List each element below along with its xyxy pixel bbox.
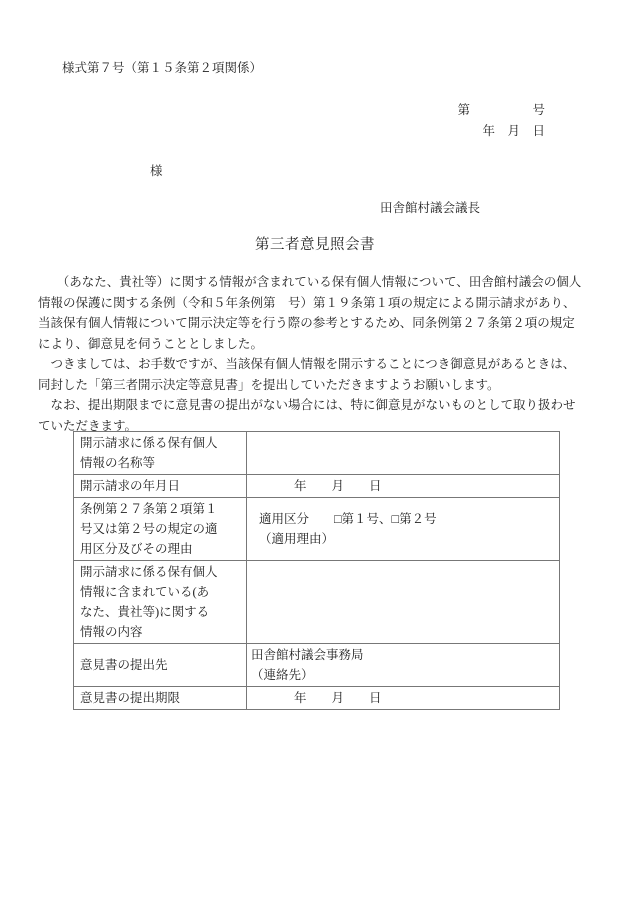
text-line: 号又は第２号の規定の適 [80,522,218,536]
row-value-cell [247,475,560,498]
row-value-cell [247,561,560,644]
text-line: 意見書の提出先 [80,658,168,672]
document-title: 第三者意見照会書 [255,237,375,253]
table-row-applicable-category [74,498,560,561]
table-row-request-date [74,475,560,498]
text-line: なお、提出期限までに意見書の提出がない場合には、特に御意見がないものとして取り扱わせ [38,398,576,412]
text-line: 開示請求に係る保有個人 [80,436,218,450]
table-row-held-info-name [74,432,560,475]
text-line: （適用理由） [259,532,335,546]
text-line: 田舎館村議会事務局 [251,648,364,662]
text-line: 情報の名称等 [80,456,156,470]
text-line: 情報に含まれている(あ [80,585,210,599]
row-label-cell [74,498,247,561]
row-label-cell [74,644,247,687]
doc-number-line: 第 号 [457,103,545,117]
text-line: つきましては、お手数ですが、当該保有個人情報を開示することにつき御意見があるときは、 [38,357,576,371]
text-line: 用区分及びその理由 [80,542,193,556]
row-label-cell [74,475,247,498]
table-body [74,432,560,710]
text-line: ていただきます。 [38,418,138,433]
sender-title: 田舎館村議会議長 [380,201,481,215]
row-label-cell [74,561,247,644]
row-value-cell [247,644,560,687]
text-line: 適用区分 □第１号、□第２号 [259,512,437,526]
text-line: 開示請求の年月日 [80,479,181,493]
table-row-submission-deadline [74,687,560,710]
text-line: 開示請求に係る保有個人 [80,565,218,579]
row-label-cell [74,432,247,475]
text-line: 意見書の提出期限 [80,691,181,705]
text-line: により、御意見を伺うこととしました。 [38,336,264,351]
text-line: 同封した「第三者開示決定等意見書」を提出していただきますようお願いします。 [38,377,500,392]
text-line: 条例第２７条第２項第１ [80,502,218,516]
text-line: 年 月 日 [294,691,382,705]
row-value-cell [247,687,560,710]
date-line: 年 月 日 [482,124,545,138]
text-line: （あなた、貴社等）に関する情報が含まれている保有個人情報について、田舎館村議会の個人 [38,275,582,289]
text-line: なた、貴社等)に関する [80,605,210,619]
recipient-honorific: 様 [150,164,163,178]
table-row-submission-destination [74,644,560,687]
row-label-cell [74,687,247,710]
text-line: 年 月 日 [294,479,382,493]
text-line: 情報の内容 [80,625,143,639]
body-text [38,272,586,436]
text-line: （連絡先） [251,668,314,682]
row-value-cell [247,432,560,475]
inquiry-form-table [73,431,560,710]
form-number: 様式第７号（第１５条第２項関係） [62,61,263,75]
text-line: 情報の保護に関する条例（令和５年条例第 号）第１９条第１項の規定による開示請求があり、 [38,295,576,310]
text-line: 当該保有個人情報について開示決定等を行う際の参考とするため、同条例第２７条第２項の規定 [38,316,575,330]
row-value-cell [247,498,560,561]
table-row-info-content [74,561,560,644]
